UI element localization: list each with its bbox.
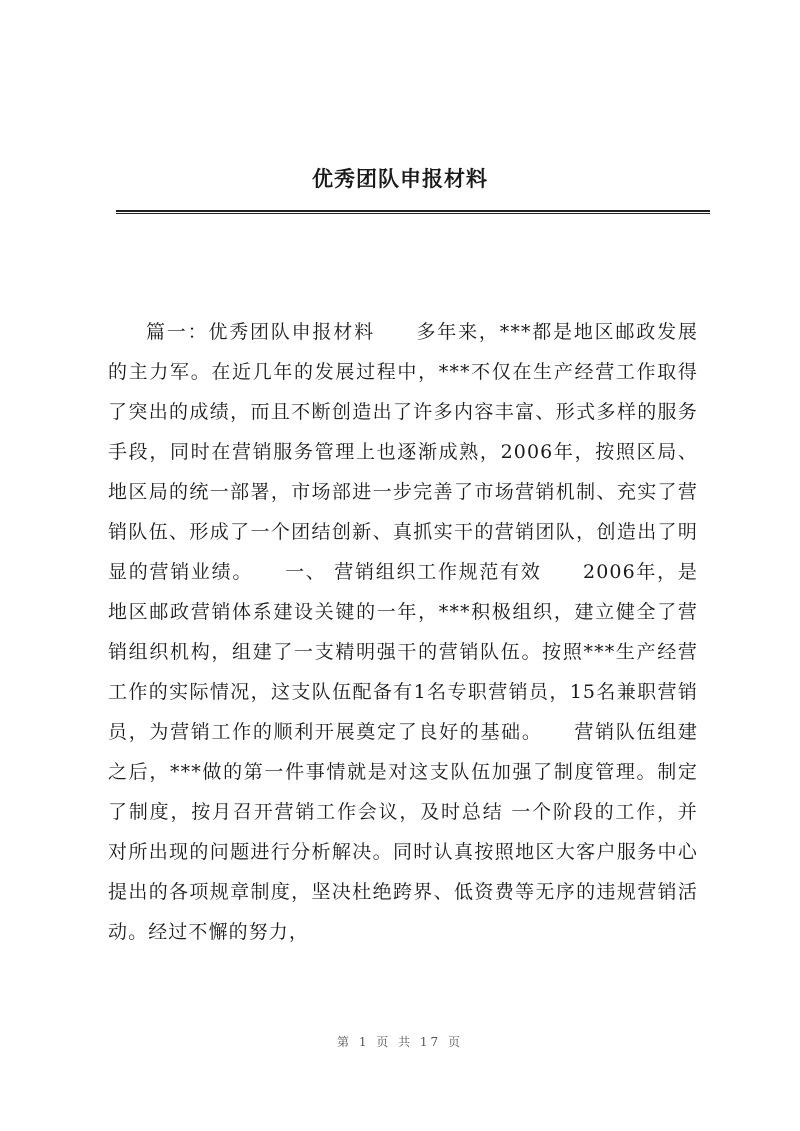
body-paragraph: 篇一：优秀团队申报材料 多年来，***都是地区邮政发展的主力军。在近几年的发展过程中，***不仅在生产经营工作取得了突出的成绩，而且不断创造出了许多内容丰富、形式多样的服务手段，同时在营销服务管理上也逐渐成熟，2006年，按照区局、地区局的统一部署，市场部进一步完善了市场营销机制、充实了营销队伍、形成了一个团结创新、真抓实干的营销团队，创造出了明显的营销业绩。 一、 营销组织工作规范有效 2006年，是地区邮政营销体系建设关键的一年，***积极组织，建立健全了营销组织机构，组建了一支精明强干的营销队伍。按照***生产经营工作的实际情况，这支队伍配备有1名专职营销员，15名兼职营销员，为营销工作的顺利开展奠定了良好的基础。 营销队伍组建之后，***做的第一件事情就是对这支队伍加强了制度管理。制定了制度，按月召开营销工作会议，及时总结 一个阶段的工作，并对所出现的问题进行分析解决。同时认真按照地区大客户服务中心提出的各项规章制度，坚决杜绝跨界、低资费等无序的违规营销活动。经过不懈的努力， <box>108 321 698 943</box>
document-title: 优秀团队申报材料 <box>312 166 488 191</box>
page-footer: 第 1 页 共 17 页 <box>337 1035 463 1049</box>
title-underline <box>116 210 710 214</box>
